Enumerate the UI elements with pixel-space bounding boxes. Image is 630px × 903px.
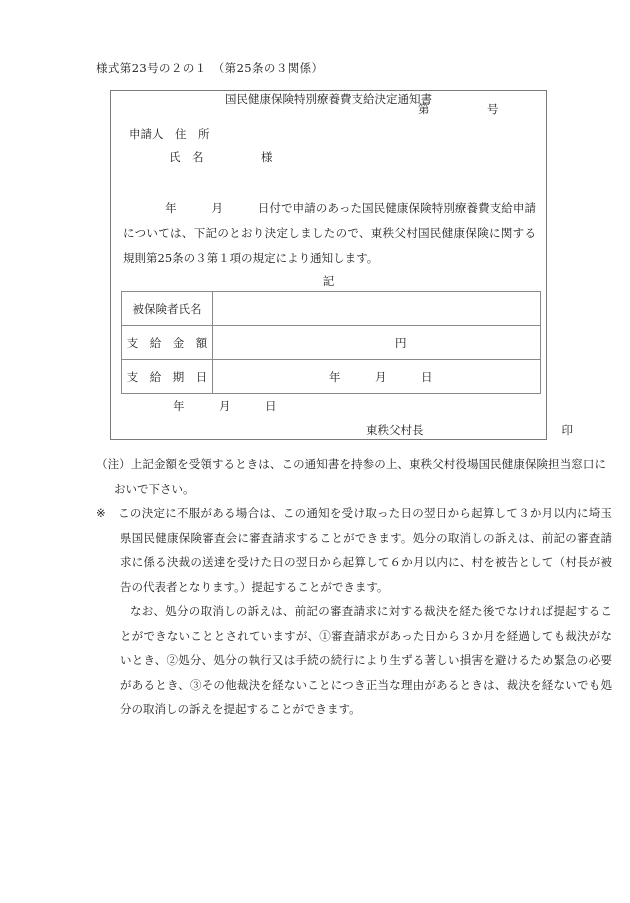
- table-row: [122, 360, 541, 394]
- body-text: 付で申請のあった国民健康保険特別療養費支給申請については、下記のとおり決定しましたので、東秩父村国民健康保険に関する規則第25条の３第１項の規定により通知します。: [123, 201, 537, 265]
- table-row: [122, 326, 541, 360]
- row-value-insured-name[interactable]: [213, 292, 541, 326]
- body-paragraph: [111, 196, 548, 271]
- seal-mark: 印: [561, 423, 573, 437]
- row-label-payment-date: 支 給 期 日: [122, 360, 213, 394]
- row-value-payment-date[interactable]: [213, 360, 541, 394]
- form-number-heading: 様式第23号の２の１ （第25条の３関係）: [96, 61, 324, 75]
- notification-frame: [110, 90, 573, 440]
- note-asterisk: [96, 501, 612, 599]
- note-paren: [96, 452, 606, 501]
- yen-unit: 円: [395, 335, 407, 350]
- note-text: 上記金額を受領するときは、この通知書を持参の上、東秩父村役場国民健康保険担当窓口においで下さい。: [114, 457, 606, 496]
- row-label-payment-amount: 支 給 金 額: [122, 326, 213, 360]
- continuation-text: なお、処分の取消しの訴えは、前記の審査請求に対する裁決を経た後でなければ提起することができないこととされていますが、①審査請求があった日から３か月を経過しても裁決がないとき、②処分、処分の執行又は手続の続行により生ずる著しい損害を避けるため緊急の必要があるとき、③その他裁決を経ないことにつき正当な理由があるときは、裁決を経ないでも処分の取消しの訴えを提起することができます。: [120, 604, 612, 716]
- table-row: [122, 292, 541, 326]
- issuer-name: 東秩父村長: [366, 423, 424, 437]
- row-value-payment-amount[interactable]: [213, 326, 541, 360]
- note-continuation: [96, 599, 612, 722]
- row-label-insured-name: 被保険者氏名: [122, 292, 213, 326]
- decision-table: [121, 291, 541, 394]
- applicant-address-line: 申請人 住 所: [129, 127, 210, 141]
- asterisk-label: ※: [96, 506, 106, 520]
- issuer-signature-line: [366, 422, 573, 438]
- document-number-field: 第 号: [418, 102, 499, 116]
- asterisk-text: この決定に不服がある場合は、この通知を受け取った日の翌日から起算して３か月以内に埼玉県国民健康保険審査会に審査請求することができます。処分の取消しの訴えは、前記の審査請求に係る決裁の送達を受けた日の翌日から起算して６か月以内に、村を被告として（村長が被告の代表者となります。）提起することができます。: [117, 506, 612, 594]
- note-label: （注）: [96, 457, 131, 471]
- body-lead-date: 年 月 日: [165, 201, 270, 215]
- notes-section: [96, 452, 612, 722]
- applicant-name-line: 氏 名 様: [169, 150, 273, 164]
- payment-date-markers: 年 月 日: [329, 369, 433, 384]
- ki-label: 記: [322, 274, 335, 288]
- issue-date-line: 年 月 日: [173, 399, 277, 413]
- document-title: 国民健康保険特別療養費支給決定通知書: [225, 92, 432, 106]
